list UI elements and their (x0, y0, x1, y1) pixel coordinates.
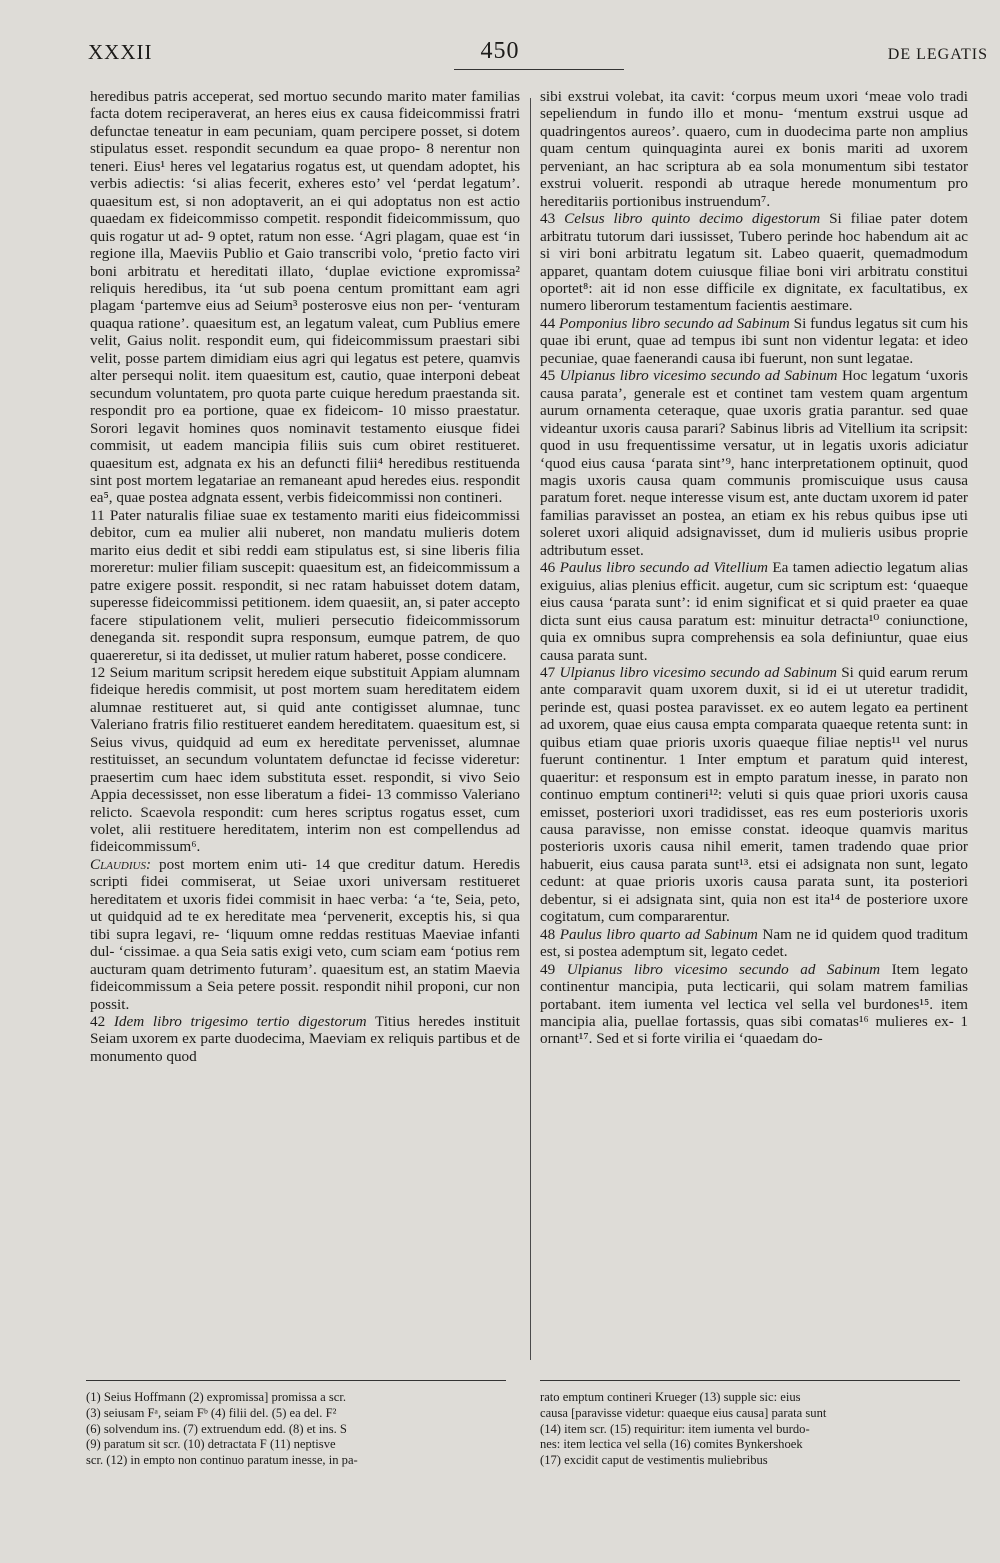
footnote-line: (14) item scr. (15) requiritur: item iumenta vel burdo- (540, 1421, 810, 1436)
paragraph (540, 961, 968, 1048)
running-head-left: XXXII (88, 40, 153, 64)
footnote-line: nes: item lectica vel sella (16) comites Bynkershoek (540, 1437, 803, 1452)
paragraph (540, 315, 968, 367)
footnote-line: scr. (12) in empto non continuo paratum inesse, in pa- (86, 1453, 358, 1468)
section-number: 48 (540, 925, 556, 943)
paragraph: 11 Pater naturalis filiae suae ex testamento mariti eius fideicommissi debitor, cum ea mulier alii nuberet, non mandatu mulieris dotem marito eius dedit et sibi reddi eam stipulatus est, si sine liberis filia moreretur: mulier filiam suscepit: quaesitum est, an fideicommissum a patre exigere possit. respondit, si nec ratam habuisset dotem datam, superesse fideicommissi petitionem. idem quaesiit, an, si pater accepto facere stipulationem velit, mulieri persecutio fideicommissorum deneganda sit. respondit supra responsum, eumque patrem, de quo quaereretur, si ita dedisset, ut mulier ratum haberet, posse condicere. (90, 506, 520, 664)
text-run: Si filiae pater dotem arbitratu tutorum dari iussisset, Tubero perinde hoc habendum ait ac si viri boni arbitratu legatum sit. Labeo quaerit, quemadmodum apparet, quantam dotem cuiusque filiae boni viri arbitratu constitui oportet⁸: ait id non esse difficile ex dignitate, ex facultatibus, ex numero liberorum testamentum facientis aestimare. (540, 210, 968, 315)
paragraph (540, 367, 968, 559)
text-run: Ea tamen adiectio legatum alias exiguius, alias plenius efficit. augetur, cum sic scriptum est: ‘quaeque eius causa ‘parata sunt’: id enim significat et si quid praeter ea quae dicta sunt eius causa paratum est: minuitur detracta¹⁰ coniunctione, quia ex omnibus supra comprehensis ea sola definiuntur, quae eius causa parata sunt. (540, 559, 968, 664)
right-text-column (540, 88, 968, 1048)
footnote-line: (6) solvendum ins. (7) extruendum edd. (8) et ins. S (86, 1421, 347, 1436)
footnote-rule-left (86, 1380, 506, 1381)
paragraph (540, 926, 968, 961)
source-citation: Ulpianus libro vicesimo secundo ad Sabinum (559, 367, 838, 385)
paragraph: sibi exstrui volebat, ita cavit: ‘corpus meum uxori ‘meae volo tradi sepeliendum in fundo illo et monu- ‘mentum exstrui usque ad quadringentos aureos’. quaero, cum in duodecima parte non amplius quam centum quinquaginta aurei ex bonis mariti ad uxorem perveniant, an hac scriptura ab ea sola monumentum sibi testator exstrui voluerit. respondi ab utraque herede monumentum pro hereditariis portionibus instruendum⁷. (540, 88, 968, 210)
section-number: 49 (540, 960, 556, 978)
footnotes-left (86, 1390, 506, 1469)
section-number: 43 (540, 210, 556, 228)
section-number: 45 (540, 367, 556, 385)
source-citation: Pomponius libro secundo ad Sabinum (559, 314, 790, 332)
paragraph (540, 210, 968, 315)
paragraph (540, 664, 968, 926)
footnotes-right (540, 1390, 960, 1469)
paragraph (90, 1013, 520, 1065)
footnote-line: (3) seiusam Fᵃ, seiam Fᵇ (4) filii del. (5) ea del. F² (86, 1405, 337, 1420)
text-run: Titius heredes instituit Seiam uxorem ex parte duodecima, Maeviam ex reliquis partibus et de monumento quod (90, 1013, 521, 1065)
column-divider (530, 98, 531, 1360)
text-run: Item legato continentur mancipia, puta lecticarii, qui solam matrem familias portabant. item iumenta vel lectica vel sella vel burdones¹⁵. item mancipia alia, puellae fortassis, quas sibi comatas¹⁶ mulieres ex- 1 ornant¹⁷. Sed et si forte virilia ei ‘quaedam do- (540, 960, 968, 1048)
footnote-line: rato emptum contineri Krueger (13) supple sic: eius (540, 1390, 801, 1404)
header-rule (454, 69, 624, 70)
footnote-rule-right (540, 1380, 960, 1381)
paragraph: 12 Seium maritum scripsit heredem eique substituit Appiam alumnam fideique heredis commisit, ut post mortem suam hereditatem eidem alumnae restitueret aut, si quid ante contigisset alumnae, tunc Valeriano fratris filio restitueret eandem hereditatem. quaesitum est, si Seius vivus, quidquid ad eum ex hereditate pervenisset, alumnae restituisset, an secundum voluntatem defunctae id fecisse videretur: praesertim cum haec idem substituta esset. respondit, si vivo Seio Appia decessisset, non esse liberatum a fidei- 13 commisso Valeriano relicto. Scaevola respondit: cum heres scriptus rogatus esset, cum volet, alii restituere hereditatem, interim non est compellendus ad fideicommissum⁶. (90, 663, 520, 856)
page-number: 450 (480, 38, 520, 64)
source-citation: Paulus libro secundo ad Vitellium (559, 559, 768, 577)
text-run: post mortem enim uti- 14 que creditur datum. Heredis scripti fidei commiserat, ut Seiae uxori universam restitueret hereditatem et uxoris fidei commisit in haec verba: ‘a ‘te, Seia, peto, ut quidquid ad te ex hereditate mea ‘pervenerit, exceptis his, si qua tibi supra legavi, re- ‘liquum omne reddas restituas Maeviae infanti dul- ‘cissimae. a qua Seia satis exigi veto, cum sciam eam ‘potius rem aucturam quam detrimento futuram’. quaesitum est, an statim Maevia fideicommissum a Seia petere possit. respondit nihil proponi, cur non possit. (90, 855, 521, 1013)
source-citation: Ulpianus libro vicesimo secundo ad Sabinum (566, 960, 881, 978)
footnote-line: (9) paratum sit scr. (10) detractata F (11) neptisve (86, 1437, 336, 1452)
paragraph (90, 856, 520, 1013)
section-number: 46 (540, 559, 556, 577)
left-text-column (90, 88, 520, 1065)
running-head-right: DE LEGATIS (887, 46, 988, 63)
paragraph: heredibus patris acceperat, sed mortuo secundo marito mater familias facta dotem reciperaverat, an heres eius ex causa fideicommissi fratri defunctae teneatur in eam pecuniam, quam percipere posset, si dotem stipulatus esset. respondit secundum ea quae propo- 8 nerentur non teneri. Eius¹ heres vel legatarius rogatus est, ut quendam adoptet, his verbis adiectis: ‘si alias fecerit, exheres esto’ vel ‘perdat legatum’. quaesitum est, si non adoptaverit, an ei qui adoptatus non est actio quaedam ex fideicommisso competit. respondit fideicommissum, quo quis rogatur ut ad- 9 optet, ratum non esse. ‘Agri plagam, quae est ‘in regione illa, Maeviis Publio et Gaio transcribi volo, ‘pretio facto viri boni arbitratu et hereditati illato, ‘duplae evictione expromissa² reliquis heredibus, ita ‘ut sub poena centum promittant eam agri plagam ‘partemve eius ad Seium³ posterosve eius non per- ‘venturam quaqua ratione’. quaesitum est, an legatum valeat, cum Publius emere velit, Gaius nolit. respondit eum, qui fideicommissum praestari sibi velit, posse partem dimidiam eius agri qui legatus est petere, quamvis alter persequi nolit. item quaesitum est, cautio, quae interponi debeat secundum voluntatem, pro quota parte cuique heredum praestanda sit. respondit pro ea portione, quae ex fideicom- 10 misso praestatur. Sorori legavit homines quos nominavit testamento eiusque fidei commisit, ut eadem mancipia filiis suis cum obiret restitueret. quaesitum est, adgnata ex his an defuncti filii⁴ heredibus restituenda sint post mortem legatariae an remaneant apud heredes eius. respondit ea⁵, quae postea adgnata essent, verbis fideicommissi non contineri. (90, 88, 520, 507)
footnote-line: (1) Seius Hoffmann (2) expromissa] promissa a scr. (86, 1390, 346, 1404)
source-citation: Celsus libro quinto decimo digestorum (564, 210, 821, 228)
source-citation: Paulus libro quarto ad Sabinum (559, 925, 758, 943)
section-number: 42 (90, 1013, 106, 1031)
section-number: 47 (540, 663, 556, 681)
author-name: Claudius: (90, 855, 152, 873)
source-citation: Idem libro trigesimo tertio digestorum (113, 1013, 367, 1031)
paragraph (540, 559, 968, 664)
footnote-line: (17) excidit caput de vestimentis muliebribus (540, 1453, 768, 1468)
text-run: Si fundus legatus sit cum his quae ibi erunt, quae ad tempus ibi sunt non videntur legata: et ideo pecuniae, quae faenerandi causa ibi fuerunt, non sunt legatae. (540, 314, 969, 367)
section-number: 44 (540, 314, 556, 332)
text-run: Hoc legatum ‘uxoris causa parata’, generale est et continet tam vestem quam argentum aurum ornamenta ceteraque, quae uxoris gratia parantur. sed quae videantur uxoris causa parari? Sabinus libris ad Vitellium ita scripsit: quod in usu frequentissime versatur, ut in legatis uxoris adiciatur ‘quod eius causa ‘parata sint’⁹, hanc interpretationem optinuit, quod magis uxoris causa quam communis promiscuique usus causa paratum foret. neque interesse visum est, ante ductam uxorem id pater familias paravisset an postea, an etiam ex his rebus quibus ipse uti soleret uxori aliquid adsignavisset, dum id mulieris usibus proprie adtributum esset. (540, 367, 968, 559)
source-citation: Ulpianus libro vicesimo secundo ad Sabinum (559, 663, 837, 681)
footnote-line: causa [paravisse videtur: quaeque eius causa] parata sunt (540, 1405, 827, 1420)
text-run: Nam ne id quidem quod traditum est, si postea ademptum sit, legato cedet. (540, 925, 969, 961)
text-run: Si quid earum rerum ante comparavit quam uxorem duxit, si id ei ut uteretur tradidit, perinde est, quasi postea paravisset. ex eo autem legato ea pertinent ad uxorem, quae eius causa empta comparata quaeque retenta sunt: in quibus etiam quae prioris uxoris quaeque filiae neptis¹¹ vel nurus fuerunt continentur. 1 Inter emptum et paratum quid interest, quaeritur: et responsum est in empto paratum inesse, in parato non continuo emptum contineri¹²: veluti si quis quae priori uxoris causa emisset, posteriori uxori tradidisset, eas res eum posterioris uxoris causa paravisse, non emisse constat. ideoque quamvis maritus posterioris uxoris causa nihil emerit, tamen tradendo quae prior habuerit, eius causa parata sunt¹³. etsi ei adsignata non sunt, legato cedunt: at quae prioris uxoris causa parata sunt, ita posteriori debentur, si ei adsignata sint, quia non est ita¹⁴ de posteriore uxore cogitatum, cum compararentur. (540, 663, 969, 926)
